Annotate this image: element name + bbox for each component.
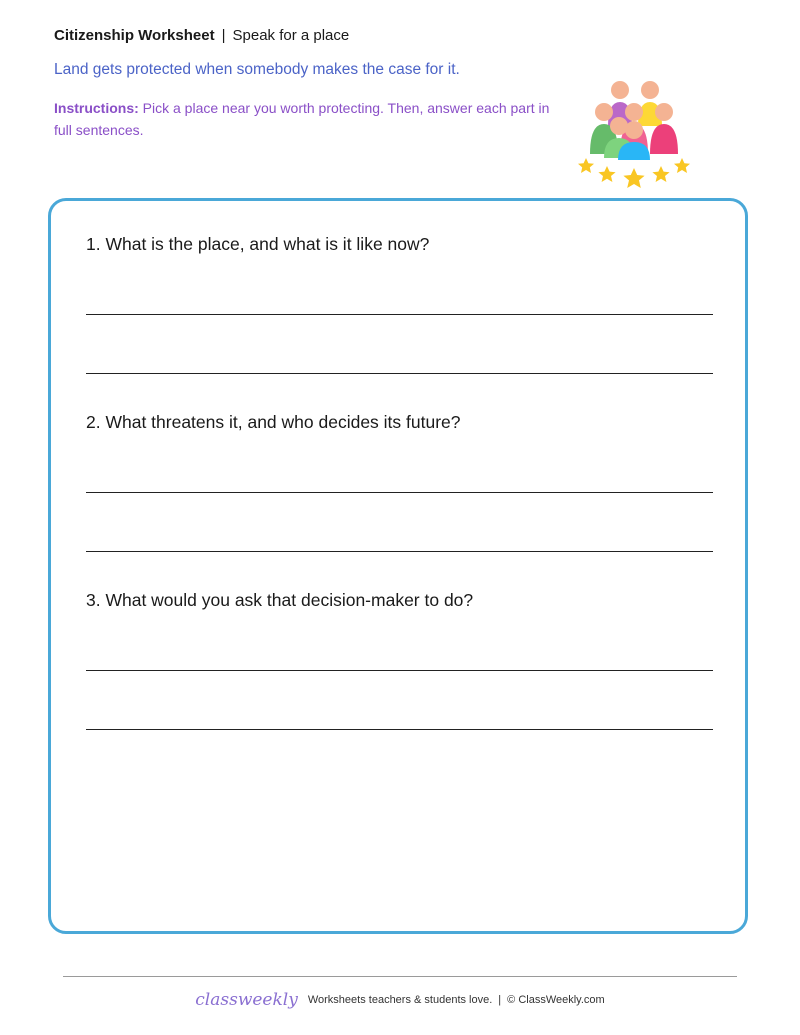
answer-line-1b[interactable] (86, 373, 713, 374)
question-2: 2. What threatens it, and who decides its future? (86, 412, 461, 432)
instructions-text: Pick a place near you worth protecting. Then, answer each part in full sentences. (54, 100, 550, 138)
title-separator: | (221, 27, 226, 44)
worksheet-name: Citizenship Worksheet (54, 27, 215, 44)
answer-line-3a[interactable] (86, 670, 713, 671)
footer-copyright: © ClassWeekly.com (507, 994, 605, 1006)
answer-line-2b[interactable] (86, 551, 713, 552)
footer-slogan: Worksheets teachers & students love. (307, 994, 493, 1006)
answer-line-3b[interactable] (86, 729, 713, 730)
answer-line-2a[interactable] (86, 492, 713, 493)
footer (0, 990, 800, 1010)
instructions (54, 97, 564, 141)
page-title (54, 27, 349, 45)
tagline: Land gets protected when somebody makes the case for it. (54, 61, 460, 78)
question-3: 3. What would you ask that decision-maker to do? (86, 590, 474, 610)
footer-divider (63, 976, 737, 977)
worksheet-topic: Speak for a place (232, 27, 350, 44)
question-1: 1. What is the place, and what is it like now? (86, 234, 430, 254)
instructions-label: Instructions: (54, 100, 139, 116)
people-with-stars-icon (574, 78, 694, 198)
footer-separator: | (498, 994, 502, 1006)
answer-line-1a[interactable] (86, 314, 713, 315)
brand-logo: classweekly (195, 990, 298, 1010)
answer-card (48, 198, 748, 934)
